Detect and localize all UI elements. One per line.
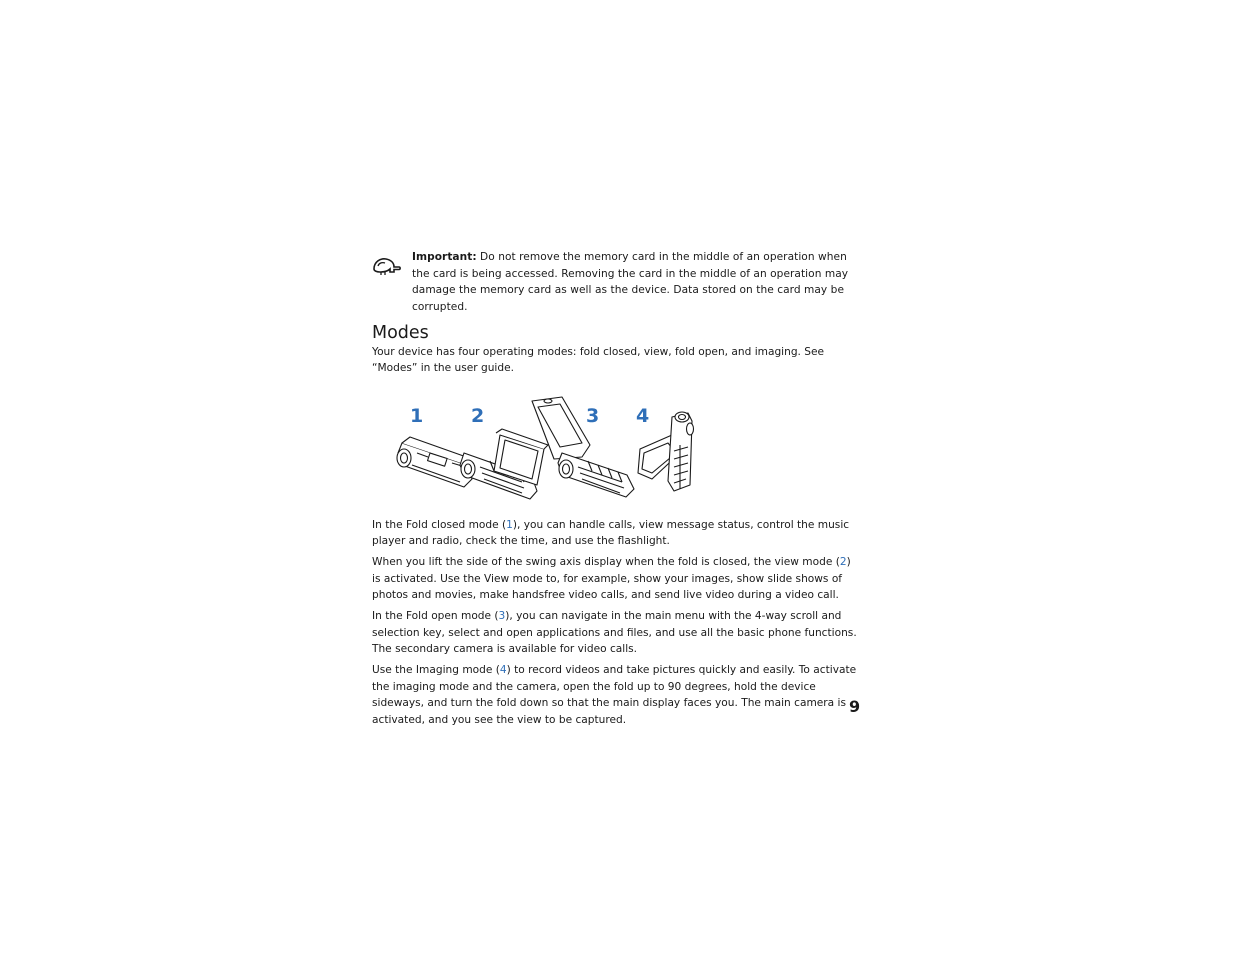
important-hand-icon [372, 255, 402, 277]
paragraph-text: In the Fold open mode ( [372, 610, 499, 623]
paragraph-fold-closed [372, 517, 862, 550]
mode-label-2: 2 [471, 404, 485, 427]
mode-label-4: 4 [636, 404, 650, 427]
paragraph-text: When you lift the side of the swing axis display when the fold is closed, the view mode ( [372, 556, 840, 569]
paragraph-text: ) is activated. Use the View mode to, for example, show your images, show slide shows of photos and movies, make handsfree video calls, and send live video during a video call. [372, 556, 851, 602]
notice-label: Important: [412, 251, 477, 263]
paragraph-text: Use the Imaging mode ( [372, 664, 500, 677]
section-title: Modes [372, 322, 429, 343]
important-notice [372, 249, 862, 316]
paragraph-text: ), you can handle calls, view message status, control the music player and radio, check the time, and use the flashlight. [372, 518, 850, 548]
page-number: 9 [849, 697, 861, 716]
mode-ref-1: 1 [506, 518, 513, 531]
mode-label-1: 1 [410, 404, 424, 427]
mode-ref-3: 3 [498, 610, 506, 623]
modes-figure [372, 395, 862, 509]
phone-modes-illustration [372, 395, 862, 509]
paragraph-text: In the Fold closed mode ( [372, 518, 507, 531]
section-intro: Your device has four operating modes: fold closed, view, fold open, and imaging. See “Modes” in the user guide. [372, 345, 825, 375]
phone-fold-open-icon [532, 397, 634, 497]
mode-ref-2: 2 [839, 556, 847, 569]
mode-ref-4: 4 [499, 664, 507, 677]
paragraph-view-mode [372, 554, 862, 604]
notice-text: Do not remove the memory card in the middle of an operation when the card is being accessed. Removing the card in the middle of an operation may damage the memory card as well as the device. Data stored on the card may be corrupted. [412, 251, 849, 314]
paragraph-fold-open [372, 608, 862, 658]
phone-view-mode-icon [460, 429, 548, 499]
paragraph-text: ) to record videos and take pictures quickly and easily. To activate the imaging mode and the camera, open the fold up to 90 degrees, hold the device sideways, and turn the fold down so that the main display faces you. The main camera is activated, and you see the view to be captured. [372, 664, 857, 726]
paragraph-text: ), you can navigate in the main menu with the 4-way scroll and selection key, select and open applications and files, and use all the basic phone functions. The secondary camera is available for video calls. [372, 610, 857, 656]
mode-label-3: 3 [586, 404, 600, 427]
paragraph-imaging-mode [372, 662, 862, 728]
page-content [372, 249, 862, 728]
